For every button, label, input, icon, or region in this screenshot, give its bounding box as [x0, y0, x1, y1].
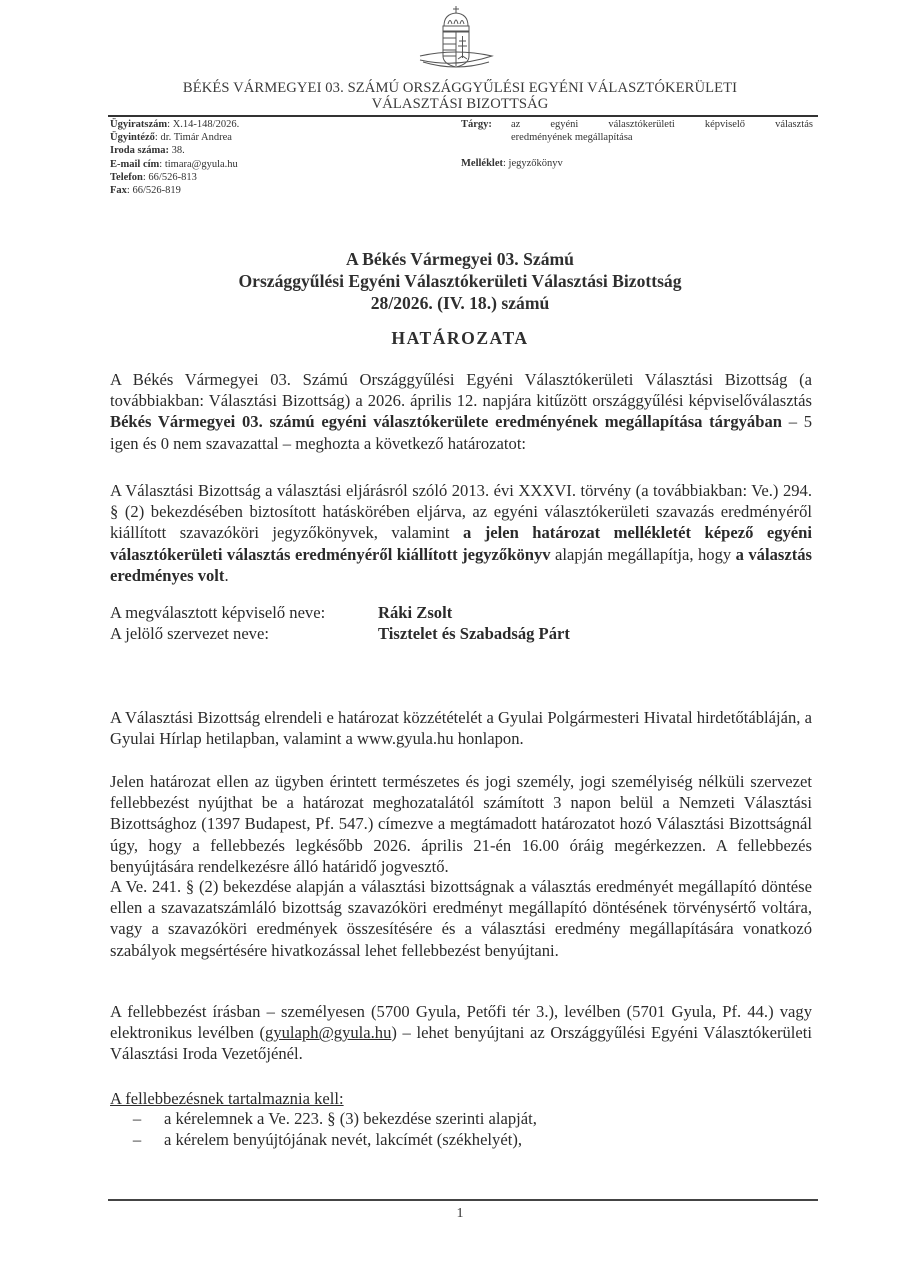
subject-line2: eredményének megállapítása	[511, 132, 633, 144]
title-line2: Országgyűlési Egyéni Választókerületi Választási Bizottság	[238, 271, 682, 291]
committee-name-line2: VÁLASZTÁSI BIZOTTSÁG	[371, 96, 549, 112]
paragraph-appeal: Jelen határozat ellen az ügyben érintett természetes és jogi személy, jogi személyiség nélküli szervezet fellebbezést nyújthat be a határozat meghozatalától számított 3 napon belül a Nemzeti Választási Bizottsághoz (1397 Budapest, Pf. 547.) címezve a megtámadott határozatot hozó Választási Bizottságnál úgy, hogy a fellebbezés legkésőbb 2026. április 21-én 16.00 óráig megérkezzen. A fellebbezés benyújtására rendelkezésre álló határidő jogvesztő.	[110, 772, 812, 876]
case-metadata	[110, 118, 239, 197]
list-item: – a kérelemnek a Ve. 223. § (3) bekezdése szerinti alapját,	[132, 1109, 537, 1128]
case-officer: Ügyintéző: dr. Timár Andrea	[110, 132, 232, 144]
subject	[461, 118, 813, 144]
appeal-requirements-heading: A fellebbezésnek tartalmaznia kell:	[110, 1089, 344, 1108]
paragraph-publication: A Választási Bizottság elrendeli e határozat közzétételét a Gyulai Polgármesteri Hivatal hirdetőtábláján, a Gyulai Hírlap hetilapban, valamint a www.gyula.hu honlapon.	[110, 708, 812, 749]
attachment: Melléklet: jegyzőkönyv	[461, 158, 563, 170]
footer-divider	[108, 1199, 818, 1201]
subject-block	[461, 118, 813, 171]
decision-heading: HATÁROZATA	[391, 328, 529, 348]
appeal-email-link[interactable]: gyulaph@gyula.hu	[265, 1023, 392, 1043]
paragraph-submission: A fellebbezést írásban – személyesen (5700 Gyula, Petőfi tér 3.), levélben (5701 Gyula, Pf. 44.) vagy elektronikus levélben (gyulaph@gyula.hu) – lehet benyújtani az Országgyűlési Egyéni Választókerületi Választási Iroda Vezetőjénél.	[110, 1002, 813, 1064]
contact-fax: Fax: 66/526-819	[110, 185, 181, 197]
subject-line1: az egyéni választókerületi képviselő választás	[511, 119, 813, 130]
paragraph-intro: A Békés Vármegyei 03. Számú Országgyűlési Egyéni Választókerületi Választási Bizottság (a továbbiakban: Választási Bizottság) a 2026. április 12. napjára kitűzött országgyűlési képviselőválasztás Békés Vármegyei 03. számú egyéni választókerülete eredményének megállapítása tárgyában – 5 igen és 0 nem szavazattal – meghozta a következő határozatot:	[110, 370, 813, 453]
election-result	[110, 602, 570, 644]
contact-email: E-mail cím: timara@gyula.hu	[110, 158, 238, 170]
email-link[interactable]: timara@gyula.hu	[164, 158, 238, 170]
title-line3: 28/2026. (IV. 18.) számú	[370, 293, 550, 313]
elected-representative: A megválasztott képviselő neve: Ráki Zsolt	[110, 603, 453, 622]
subject-label: Tárgy:	[461, 119, 492, 130]
appeal-requirements-list	[110, 1108, 537, 1150]
title-line1: A Békés Vármegyei 03. Számú	[346, 249, 574, 269]
header-divider	[108, 115, 818, 117]
committee-name-line1: BÉKÉS VÁRMEGYEI 03. SZÁMÚ ORSZÁGGYŰLÉSI EGYÉNI VÁLASZTÓKERÜLETI	[182, 80, 738, 96]
paragraph-legal-basis: A Ve. 241. § (2) bekezdése alapján a választási bizottságnak a választás eredményét megállapító döntése ellen a szavazatszámláló bizottság szavazóköri eredményt megállapító döntésének törvénysértő voltára, vagy a szavazóköri eredmények összesítésére és a választási eredmény megállapítására vonatkozó szabályok megsértésére hivatkozással lehet fellebbezést benyújtani.	[110, 877, 812, 960]
document-title	[100, 248, 820, 314]
paragraph-decision: A Választási Bizottság a választási eljárásról szóló 2013. évi XXXVI. törvény (a továbbiakban: Ve.) 294. § (2) bekezdésében biztosított hatáskörében eljárva, az egyéni választókerületi szavazás eredményéről kiállított szavazóköri jegyzőkönyvek, valamint a jelen határozat mellékletét képező egyéni választókerületi választás eredményéről kiállított jegyzőkönyv alapján megállapítja, hogy a választás eredményes volt.	[110, 481, 812, 585]
office-room: Iroda száma: 38.	[110, 145, 185, 157]
list-item: – a kérelem benyújtójának nevét, lakcímét (székhelyét),	[132, 1130, 522, 1150]
contact-phone: Telefon: 66/526-813	[110, 171, 197, 183]
nominating-organization: A jelölő szervezet neve: Tisztelet és Szabadság Párt	[110, 624, 570, 644]
page-number: 1	[456, 1206, 464, 1221]
coat-of-arms-icon	[418, 4, 494, 72]
case-number: Ügyiratszám: X.14-148/2026.	[110, 119, 240, 130]
